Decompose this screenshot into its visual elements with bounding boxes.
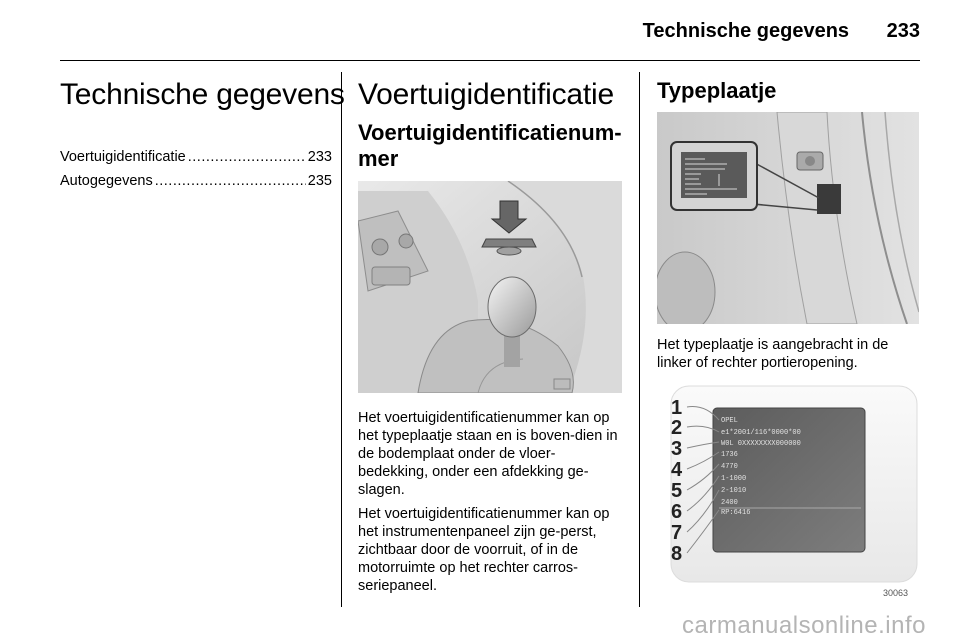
plate-line-8: 2400 [721, 499, 738, 507]
plate-line-1: OPEL [721, 417, 738, 425]
toc-leader-dots [155, 169, 306, 193]
running-header-title: Technische gegevens [642, 20, 850, 42]
typeplate-section [657, 78, 919, 602]
paragraph: Het voertuigidentificatienummer kan op het instrumentenpaneel zijn ge-perst, zichtbaar door de voorruit, of in de motorruimte op het rechter carros-seriepaneel. [358, 506, 610, 594]
plate-line-5: 4770 [721, 463, 738, 471]
plate-line-6: 1-1000 [721, 475, 747, 483]
section-body [358, 409, 622, 595]
toc-entry-label: Autogegevens [60, 173, 153, 189]
vehicle-identification-section [358, 78, 622, 601]
callout-8: 8 [671, 543, 683, 565]
plate-line-9: RP:6416 [721, 509, 751, 517]
toc-entry-autogegevens[interactable] [60, 169, 332, 193]
plate-line-2: e1*2001/116*0000*00 [721, 429, 801, 437]
plate-line-7: 2-1010 [721, 487, 747, 495]
subsection-heading: Voertuigidentificatienum- mer [358, 120, 622, 171]
callout-7: 7 [671, 522, 683, 544]
toc-leader-dots [188, 145, 306, 169]
section-heading: Voertuigidentificatie [358, 78, 614, 111]
watermark: carmanualsonline.info [682, 612, 926, 639]
callout-4: 4 [671, 459, 683, 481]
callout-1: 1 [671, 397, 683, 419]
chapter-title: Technische gegevens [60, 78, 345, 111]
toc-entry-label: Voertuigidentificatie [60, 149, 186, 165]
figure-id: 30063 [883, 588, 909, 598]
callout-6: 6 [671, 501, 683, 523]
typeplate-detail-illustration [657, 380, 919, 602]
header-rule [60, 60, 920, 61]
callout-2: 2 [671, 417, 683, 439]
typeplate-heading: Typeplaatje [657, 78, 777, 103]
typeplate-caption: Het typeplaatje is aangebracht in de linker of rechter portieropening. [657, 337, 889, 371]
toc-entry-page: 233 [307, 149, 332, 165]
paragraph: Het voertuigidentificatienummer kan op het typeplaatje staan en is boven-dien in de bodemplaat onder de vloer-bedekking, onder een afdekking ge-slagen. [358, 410, 618, 498]
vin-location-illustration [358, 181, 622, 393]
running-header [643, 20, 920, 43]
door-pillar-illustration [657, 112, 919, 324]
callout-numbers [671, 397, 683, 565]
callout-5: 5 [671, 480, 683, 502]
chapter-toc [60, 78, 345, 193]
plate-line-3: W0L 0XXXXXXXX000000 [721, 440, 801, 448]
column-divider-2 [639, 72, 640, 607]
column-divider-1 [341, 72, 342, 607]
page-number: 233 [886, 20, 920, 42]
plate-line-4: 1736 [721, 451, 738, 459]
callout-3: 3 [671, 438, 683, 460]
toc-entry-voertuigidentificatie[interactable] [60, 145, 332, 169]
toc-entry-page: 235 [307, 173, 332, 189]
